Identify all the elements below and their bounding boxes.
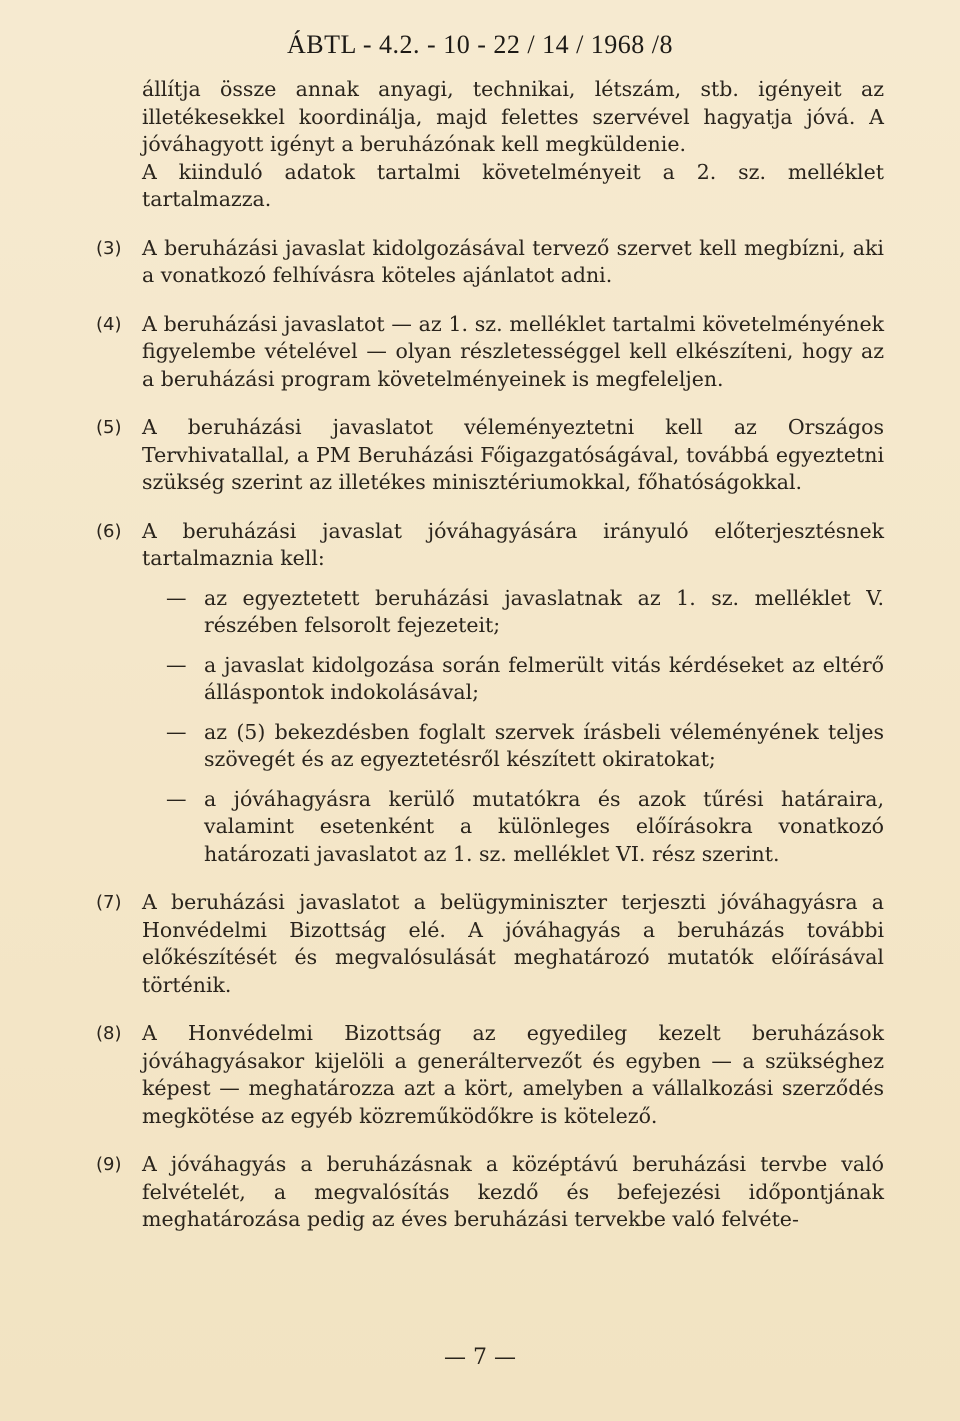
list-item-text: az (5) bekezdésben foglalt szervek írásbeli véleményének teljes szövegét és az egyeztetésről készített okiratokat; (204, 719, 884, 771)
paragraph-text: A Honvédelmi Bizottság az egyedileg kezelt beruházások jóváhagyásakor kijelöli a generáltervezőt és egyben — a szükséghez képest — meghatározza azt a kört, amelyben a vállalkozási szerződés megkötése az egyéb közreműködőkre is kötelező. (142, 1021, 884, 1128)
paragraph-3 (96, 235, 884, 290)
paragraph-number: (6) (96, 520, 122, 542)
intro-text-2: A kiinduló adatok tartalmi követelményeit a 2. sz. melléklet tartalmazza. (142, 159, 884, 211)
page-number: — 7 — (444, 1345, 516, 1370)
archive-reference: ÁBTL - 4.2. - 10 - 22 / 14 / 1968 /8 (286, 30, 674, 59)
intro-text: állítja össze annak anyagi, technikai, létszám, stb. igényeit az illetékesekkel koordinálja, majd felettes szervével hagyatja jóvá. A jóváhagyott igényt a beruházónak kell megküldenie. (142, 77, 884, 156)
list-dash: — (166, 585, 187, 610)
intro-paragraph (142, 76, 884, 159)
paragraph-number: (8) (96, 1023, 122, 1044)
list-dash: — (166, 786, 187, 811)
paragraph-4 (96, 311, 884, 394)
paragraph-number: (9) (96, 1154, 122, 1175)
paragraph-text: A jóváhagyás a beruházásnak a középtávú beruházási tervbe való felvételét, a megvalósítás kezdő és befejezési időpontjának meghatározása pedig az éves beruházási tervekbe való felvéte- (142, 1152, 884, 1231)
list-item (166, 786, 884, 869)
list-item-text: a javaslat kidolgozása során felmerült vitás kérdéseket az eltérő álláspontok indokolásával; (204, 652, 884, 704)
intro-paragraph-2 (142, 159, 884, 214)
paragraph-number: (5) (96, 417, 122, 438)
paragraph-text: A beruházási javaslatot véleményeztetni kell az Országos Tervhivatallal, a PM Beruházási Főigazgatóságával, továbbá egyeztetni szükség szerint az illetékes minisztériumokkal, főhatóságokkal. (142, 415, 884, 494)
list-item (166, 585, 884, 640)
list-item (166, 719, 884, 774)
list-item-text: az egyeztetett beruházási javaslatnak az 1. sz. melléklet V. részében felsorolt fejezeteit; (204, 585, 884, 637)
paragraph-9 (96, 1151, 884, 1234)
paragraph-text: A beruházási javaslat jóváhagyására irányuló előterjesztésnek tartalmaznia kell: (142, 518, 884, 570)
paragraph-7 (96, 889, 884, 999)
document-body (96, 76, 884, 1255)
paragraph-number: (3) (96, 237, 122, 259)
list-item (166, 652, 884, 707)
list-dash: — (166, 652, 187, 677)
paragraph-text: A beruházási javaslatot a belügyminiszter terjeszti jóváhagyásra a Honvédelmi Bizottság elé. A jóváhagyás a beruházás további előkészítését és megvalósulását meghatározó mutatók előírásával történik. (142, 890, 884, 997)
list-dash: — (166, 719, 187, 744)
list-item-text: a jóváhagyásra kerülő mutatókra és azok tűrési határaira, valamint esetenként a különleges előírásokra vonatkozó határozati javaslatot az 1. sz. melléklet VI. rész szerint. (204, 786, 884, 866)
paragraph-6 (96, 518, 884, 573)
paragraph-5 (96, 414, 884, 497)
paragraph-number: (4) (96, 313, 122, 335)
paragraph-number: (7) (96, 892, 122, 913)
paragraph-text: A beruházási javaslat kidolgozásával tervező szervet kell megbízni, aki a vonatkozó felhívásra köteles ajánlatot adni. (142, 235, 884, 287)
paragraph-text: A beruházási javaslatot — az 1. sz. melléklet tartalmi követelményének figyelembe vételével — olyan részletességgel kell elkészíteni, hogy az a beruházási program követelményeinek is megfeleljen. (142, 311, 884, 391)
paragraph-8 (96, 1020, 884, 1130)
